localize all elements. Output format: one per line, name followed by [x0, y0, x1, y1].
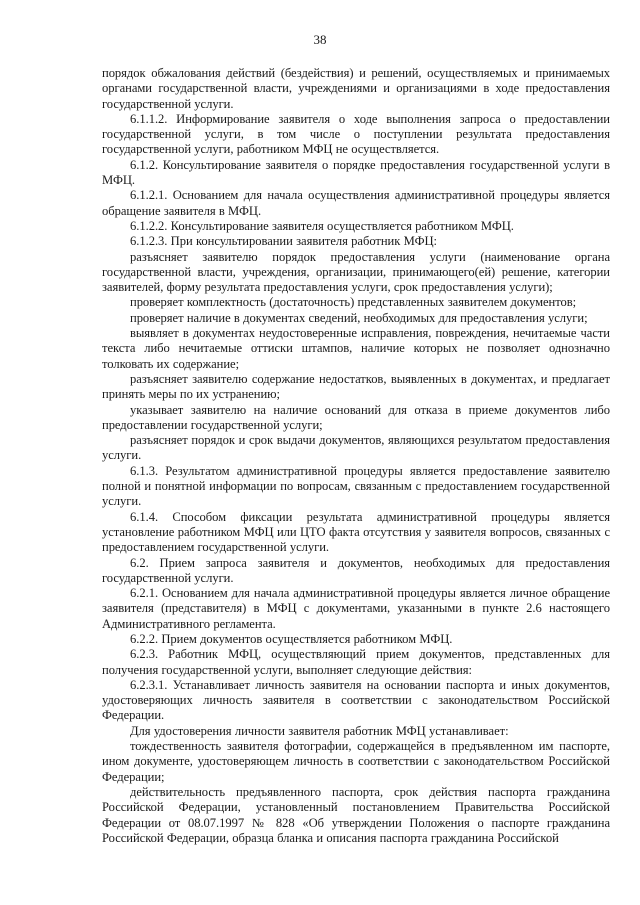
paragraph-21: Для удостоверения личности заявителя работник МФЦ устанавливает:: [130, 723, 509, 738]
paragraph-1: порядок обжалования действий (бездействия) и решений, осуществляемых и принимаемых органами государственной власти, учреждениями и организациями в ходе предоставления государственной услуги.: [102, 66, 610, 111]
paragraph-10: выявляет в документах неудостоверенные исправления, повреждения, нечитаемые части текста либо нечитаемые оттиски штампов, наличие которых не позволяет однозначно толковать их содержание;: [102, 326, 610, 371]
paragraph-5: 6.1.2.2. Консультирование заявителя осуществляется работником МФЦ.: [130, 218, 514, 233]
paragraph-22: тождественность заявителя фотографии, содержащейся в предъявленном им паспорте, ином документе, удостоверяющем личность в соответствии с законодательством Российской Федерации;: [102, 739, 610, 784]
paragraph-3: 6.1.2. Консультирование заявителя о порядке предоставления государственной услуги в МФЦ.: [102, 157, 610, 188]
paragraph-7: разъясняет заявителю порядок предоставления услуги (наименование органа государственной власти, учреждения, организации, принимающего(ей) решение, категории заявителей, форму результата предоставления услуги, срок предоставления услуги);: [102, 249, 610, 295]
paragraph-6: 6.1.2.3. При консультировании заявителя работник МФЦ:: [130, 234, 437, 249]
paragraph-8: проверяет комплектность (достаточность) представленных заявителем документов;: [130, 295, 577, 310]
paragraph-13: разъясняет порядок и срок выдачи документов, являющихся результатом предоставления услуги.: [102, 433, 610, 463]
paragraph-12: указывает заявителю на наличие оснований для отказа в приеме документов либо предоставлении государственной услуги;: [102, 402, 610, 432]
paragraph-4: 6.1.2.1. Основанием для начала осуществления административной процедуры является обращение заявителя в МФЦ.: [102, 188, 610, 218]
page-number: 38: [313, 32, 327, 47]
paragraph-15: 6.1.4. Способом фиксации результата административной процедуры является установление работником МФЦ или ЦТО факта отсутствия у заявителя вопросов, связанных с предоставлением государственной услуги.: [102, 509, 610, 555]
paragraph-9: проверяет наличие в документах сведений, необходимых для предоставления услуги;: [130, 310, 588, 325]
paragraph-19: 6.2.3. Работник МФЦ, осуществляющий прием документов, представленных для получения государственной услуги, выполняет следующие действия:: [102, 647, 610, 677]
paragraph-2: 6.1.1.2. Информирование заявителя о ходе выполнения запроса о предоставлении государственной услуги, в том числе о поступлении результата предоставления государственной услуги, работником МФЦ не осуществляется.: [102, 111, 610, 157]
document-body: [102, 66, 610, 846]
paragraph-23: действительность предъявленного паспорта, срок действия паспорта гражданина Российской Федерации, установленный постановлением Правительства Российской Федерации от 08.07.1997 № 828 «Об утверждении Положения о паспорте гражданина Российской Федерации, образца бланка и описания паспорта гражданина Российской: [102, 784, 610, 845]
paragraph-20: 6.2.3.1. Устанавливает личность заявителя на основании паспорта и иных документов, удостоверяющих личность заявителя в соответствии с законодательством Российской Федерации.: [102, 677, 610, 723]
paragraph-16: 6.2. Прием запроса заявителя и документов, необходимых для предоставления государственной услуги.: [102, 555, 610, 585]
paragraph-17: 6.2.1. Основанием для начала административной процедуры является личное обращение заявителя (представителя) в МФЦ с документами, указанными в пункте 2.6 настоящего Административного регламента.: [102, 586, 610, 631]
paragraph-14: 6.1.3. Результатом административной процедуры является предоставление заявителю полной и понятной информации по вопросам, связанным с предоставлением государственной услуги.: [102, 463, 610, 509]
paragraph-11: разъясняет заявителю содержание недостатков, выявленных в документах, и предлагает принять меры по их устранению;: [102, 371, 610, 402]
paragraph-18: 6.2.2. Прием документов осуществляется работником МФЦ.: [130, 631, 453, 646]
